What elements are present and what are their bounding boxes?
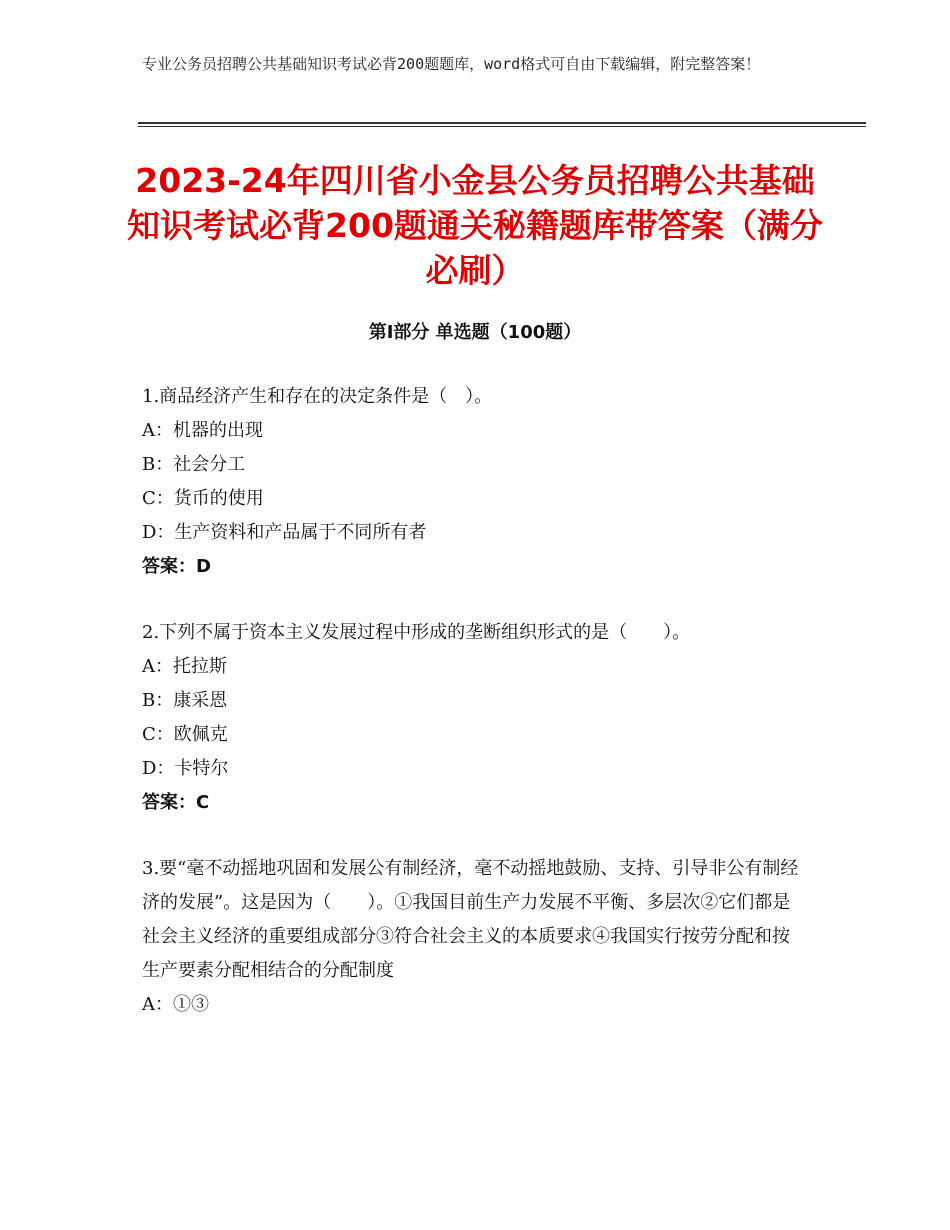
question-2 [142,616,802,820]
option-a: A：①③ [142,994,209,1015]
option-a: A：托拉斯 [142,656,227,677]
question-stem: 2.下列不属于资本主义发展过程中形成的垄断组织形式的是（ ）。 [142,622,691,643]
question-stem: 1.商品经济产生和存在的决定条件是（ ）。 [142,386,493,407]
option-b: B：康采恩 [142,690,228,711]
header-divider-thin [138,126,866,127]
answer: 答案：C [142,792,210,813]
option-b: B：社会分工 [142,454,246,475]
option-d: D：卡特尔 [142,758,229,779]
question-stem: 3.要“毫不动摇地巩固和发展公有制经济，毫不动摇地鼓励、支持、引导非公有制经济的发展”。这是因为（ ）。①我国目前生产力发展不平衡、多层次②它们都是社会主义经济的重要组成部分③符合社会主义的本质要求④我国实行按劳分配和按生产要素分配相结合的分配制度 [142,858,799,981]
header-divider [138,122,866,124]
option-a: A：机器的出现 [142,420,263,441]
question-list [142,380,802,1054]
answer: 答案：D [142,556,211,577]
option-c: C：货币的使用 [142,488,264,509]
section-heading: 第Ⅰ部分 单选题（100题） [368,322,582,343]
option-d: D：生产资料和产品属于不同所有者 [142,522,427,543]
question-3 [142,852,802,1022]
option-c: C：欧佩克 [142,724,228,745]
document-title: 2023-24年四川省小金县公务员招聘公共基础知识考试必背200题通关秘籍题库带答案（满分必刷） [127,161,823,290]
header-note: 专业公务员招聘公共基础知识考试必背200题题库，word格式可自由下载编辑，附完整答案！ [142,55,761,73]
question-1 [142,380,802,584]
